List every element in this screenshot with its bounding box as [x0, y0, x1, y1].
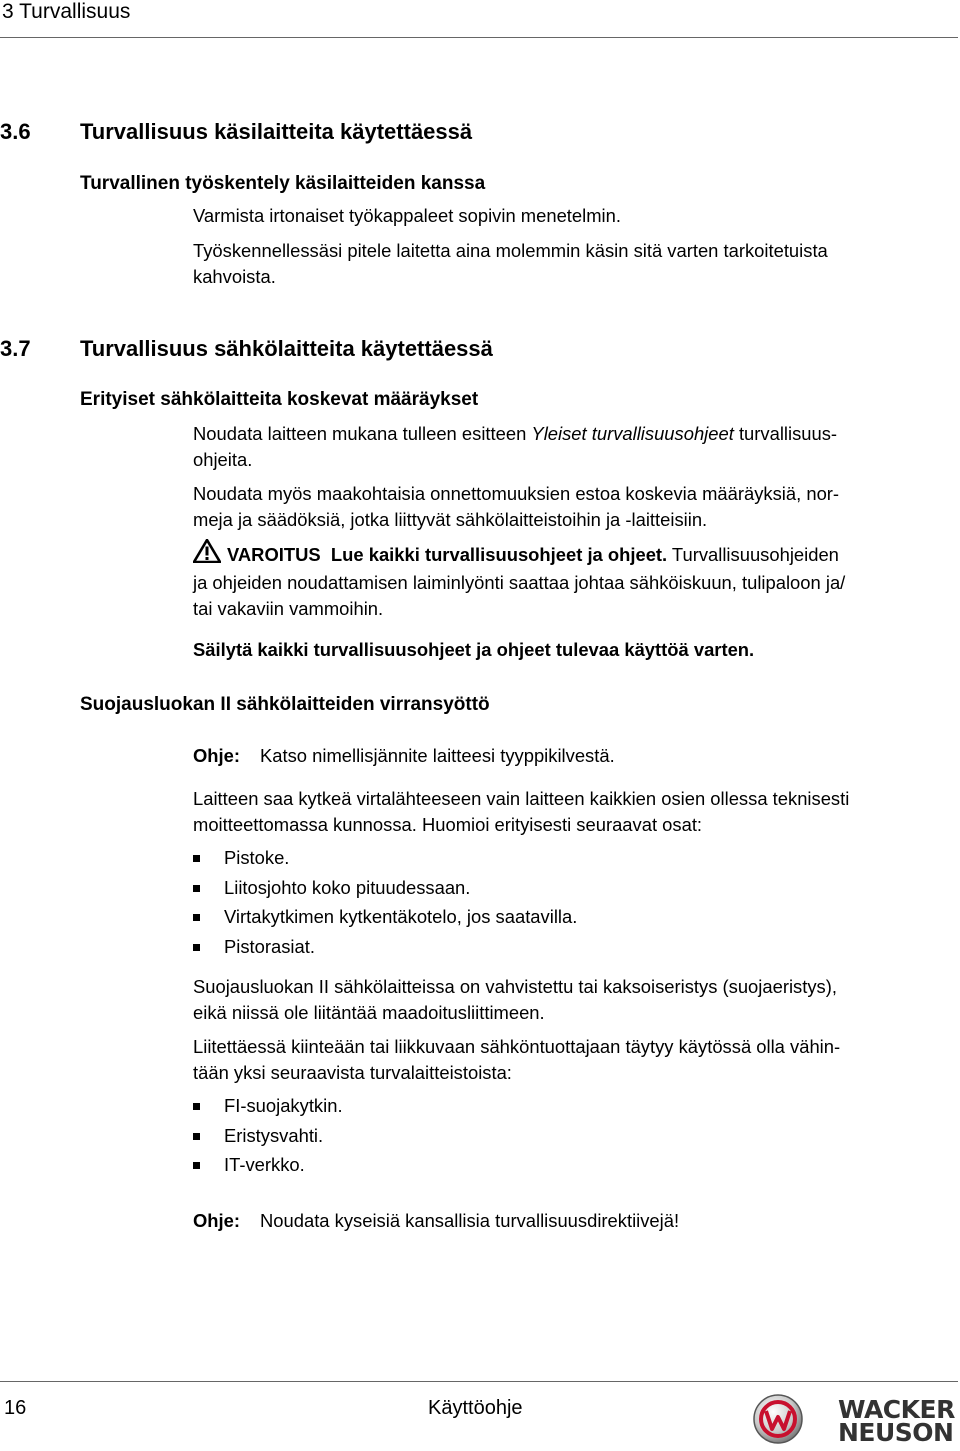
note-label: Ohje:: [193, 745, 241, 766]
text-span: Turvallisuusohjeiden: [667, 544, 839, 565]
list-item-text: Virtakytkimen kytkentäkotelo, jos saatavilla.: [224, 906, 578, 927]
page-number: 16: [4, 1397, 27, 1419]
bullet-square-icon: [193, 1103, 200, 1110]
bullet-square-icon: [193, 885, 200, 892]
text-line: meja ja säädöksiä, jotka liittyvät sähkölaitteistoihin ja -laitteisiin.: [193, 509, 708, 530]
warning-signal-word: VAROITUS: [227, 544, 321, 565]
text-line: kahvoista.: [193, 266, 276, 287]
brand-line: NEUSON: [838, 1418, 954, 1447]
paragraph: [193, 481, 953, 533]
bullet-square-icon: [193, 855, 200, 862]
note-label: Ohje:: [193, 1210, 241, 1231]
paragraph: [193, 974, 953, 1026]
section-number: 3.7: [0, 336, 31, 361]
list-item-text: Eristysvahti.: [224, 1125, 324, 1146]
warning-triangle-icon: [193, 539, 221, 570]
section-3-6-heading: [0, 119, 472, 145]
chapter-header: 3 Turvallisuus: [2, 0, 131, 23]
bullet-square-icon: [193, 944, 200, 951]
bullet-square-icon: [193, 1162, 200, 1169]
text-line: moitteettomassa kunnossa. Huomioi erityisesti seuraavat osat:: [193, 814, 703, 835]
document-reference: Yleiset turvallisuusohjeet: [531, 423, 734, 444]
paragraph: Varmista irtonaiset työkappaleet sopivin menetelmin.: [193, 205, 621, 226]
text-line: Työskennellessäsi pitele laitetta aina molemmin käsin sitä varten tarkoitetuista: [193, 240, 828, 261]
section-title: Turvallisuus sähkölaitteita käytettäessä: [80, 336, 493, 361]
footer-rule: [0, 1381, 958, 1382]
section-3-7-subheading: Erityiset sähkölaitteita koskevat määräykset: [80, 389, 479, 410]
note: [193, 743, 953, 769]
list-item: [193, 875, 470, 901]
text-line: Laitteen saa kytkeä virtalähteeseen vain laitteen kaikkien osien ollessa teknisesti: [193, 788, 850, 809]
bullet-square-icon: [193, 914, 200, 921]
brand-name: [838, 1395, 955, 1447]
brand-line: WACKER: [838, 1395, 955, 1424]
text-line: Liitettäessä kiinteään tai liikkuvaan sähköntuottajaan täytyy käytössä olla vähin-: [193, 1036, 841, 1057]
text-span: turvallisuus-: [733, 423, 838, 444]
text-line: Noudata myös maakohtaisia onnettomuuksien estoa koskevia määräyksiä, nor-: [193, 483, 840, 504]
power-section-heading: Suojausluokan II sähkölaitteiden virransyöttö: [80, 694, 490, 715]
text-line: tai vakaviin vammoihin.: [193, 598, 384, 619]
text-line: ohjeita.: [193, 449, 253, 470]
list-item: [193, 845, 289, 871]
list-item-text: IT-verkko.: [224, 1154, 305, 1175]
text-line: eikä niissä ole liitäntää maadoitusliittimeen.: [193, 1002, 545, 1023]
text-line: tään yksi seuraavista turvalaitteistoista:: [193, 1062, 512, 1083]
text-line: [193, 421, 953, 447]
section-title: Turvallisuus käsilaitteita käytettäessä: [80, 119, 473, 144]
list-item-text: Liitosjohto koko pituudessaan.: [224, 877, 471, 898]
note: [193, 1208, 953, 1234]
list-item: [193, 1093, 343, 1119]
text-line: [193, 539, 953, 570]
paragraph: [193, 1034, 953, 1086]
list-item: [193, 1123, 323, 1149]
text-line: Suojausluokan II sähkölaitteissa on vahvistettu tai kaksoiseristys (suojaeristys),: [193, 976, 837, 997]
list-item-text: Pistoke.: [224, 847, 290, 868]
warning-block: [193, 539, 953, 622]
list-item-text: Pistorasiat.: [224, 936, 315, 957]
list-item: [193, 904, 577, 930]
keep-instructions: Säilytä kaikki turvallisuusohjeet ja ohjeet tulevaa käyttöä varten.: [193, 639, 755, 660]
section-number: 3.6: [0, 119, 31, 144]
note-text: Noudata kyseisiä kansallisia turvallisuusdirektiivejä!: [260, 1210, 680, 1231]
warning-bold-text: Lue kaikki turvallisuusohjeet ja ohjeet.: [330, 544, 668, 565]
text-span: Noudata laitteen mukana tulleen esitteen: [193, 423, 532, 444]
list-item: [193, 1152, 305, 1178]
paragraph: [193, 421, 953, 473]
note-text: Katso nimellisjännite laitteesi tyyppikilvestä.: [260, 745, 615, 766]
section-3-6-subheading: Turvallinen työskentely käsilaitteiden kanssa: [80, 173, 486, 194]
bullet-square-icon: [193, 1133, 200, 1140]
wacker-neuson-logo-icon: [752, 1393, 804, 1445]
document-title: Käyttöohje: [428, 1397, 523, 1419]
header-rule: [0, 37, 958, 38]
paragraph: [193, 238, 953, 290]
section-3-7-heading: [0, 336, 493, 362]
list-item-text: FI-suojakytkin.: [224, 1095, 343, 1116]
text-line: ja ohjeiden noudattamisen laiminlyönti saattaa johtaa sähköiskuun, tulipaloon ja/: [193, 572, 846, 593]
list-item: [193, 934, 315, 960]
paragraph: [193, 786, 953, 838]
